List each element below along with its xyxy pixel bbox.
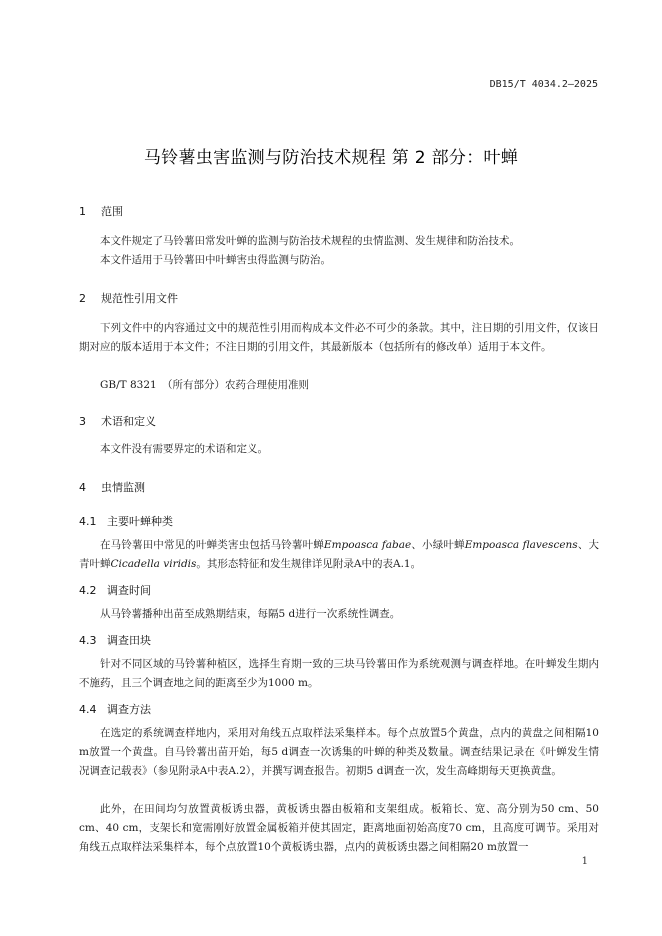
subsection-number: 4.2 [79,584,97,597]
paragraph: 在选定的系统调查样地内，采用对角线五点取样法采集样本。每个点放置5个黄盘，点内的黄盘之间相隔10 m放置一个黄盘。自马铃薯出苗开始，每5 d调查一次诱集的叶蝉的种类及数量。调查结果记录在《叶蝉发生情况调查记载表》（参见附录A中表A.2），并撰写调查报告。初期5 d调查一次，发生高峰期每天更换黄盘。 [79,727,599,777]
section-title: 范围 [101,205,123,218]
paragraph: 从马铃薯播种出苗至成熟期结束，每隔5 d进行一次系统性调查。 [100,608,401,620]
section-4-heading [79,479,145,495]
section-title: 虫情监测 [101,481,145,494]
section-number: 4 [79,481,86,494]
subsection-4-3-heading [79,632,151,648]
subsection-title: 调查时间 [107,584,151,597]
paragraph: 此外，在田间均匀放置黄板诱虫器，黄板诱虫器由板箱和支架组成。板箱长、宽、高分别为50 cm、50 cm、40 cm，支架长和宽需刚好放置金属板箱并使其固定，距离地面初始高度70 cm，且高度可调节。采用对角线五点取样法采集样本，每个点放置10个黄板诱虫器，点内的黄板诱虫器之间相隔20 m放置一 [79,803,599,853]
subsection-number: 4.4 [79,703,97,716]
page-number: 1 [581,856,588,867]
paragraph: 针对不同区域的马铃薯种植区，选择生育期一致的三块马铃薯田作为系统观测与调查样地。在叶蝉发生期内不施药，且三个调查地之间的距离至少为1000 m。 [79,658,599,689]
section-number: 1 [79,205,86,218]
section-title: 术语和定义 [101,415,156,428]
subsection-4-2-heading [79,582,151,598]
document-code: DB15/T 4034.2—2025 [489,79,598,90]
section-2-heading [79,290,178,306]
paragraph: 下列文件中的内容通过文中的规范性引用而构成本文件必不可少的条款。其中，注日期的引用文件，仅该日期对应的版本适用于本文件；不注日期的引用文件，其最新版本（包括所有的修改单）适用于本文件。 [79,322,599,353]
subsection-4-4-heading [79,701,151,717]
document-title: 马铃薯虫害监测与防治技术规程 第 2 部分：叶蝉 [143,148,519,168]
species-name: Empoasca flavescens [464,539,578,551]
subsection-4-1-heading [79,513,173,529]
subsection-title: 主要叶蝉种类 [107,515,173,528]
section-3-heading [79,413,156,429]
text-run: 。其形态特征和发生规律详见附录A中的表A.1。 [196,558,422,570]
paragraph [79,536,599,574]
subsection-title: 调查方法 [107,703,151,716]
subsection-number: 4.3 [79,634,97,647]
text-run: 、大青叶蝉 [79,539,600,570]
text-run: 在马铃薯田中常见的叶蝉类害虫包括马铃薯叶蝉 [100,539,324,551]
paragraph: 本文件没有需要界定的术语和定义。 [100,443,268,455]
species-name: Empoasca fabae [323,539,412,551]
section-title: 规范性引用文件 [101,292,178,305]
species-name: Cicadella viridis [110,558,197,570]
paragraph: 本文件适用于马铃薯田中叶蝉害虫得监测与防治。 [100,254,331,266]
subsection-title: 调查田块 [107,634,151,647]
subsection-number: 4.1 [79,515,97,528]
reference-item: GB/T 8321 （所有部分）农药合理使用准则 [100,379,309,391]
section-number: 2 [79,292,86,305]
text-run: 、小绿叶蝉 [411,539,465,551]
section-1-heading [79,203,123,219]
paragraph: 本文件规定了马铃薯田常发叶蝉的监测与防治技术规程的虫情监测、发生规律和防治技术。 [100,235,520,247]
section-number: 3 [79,415,86,428]
